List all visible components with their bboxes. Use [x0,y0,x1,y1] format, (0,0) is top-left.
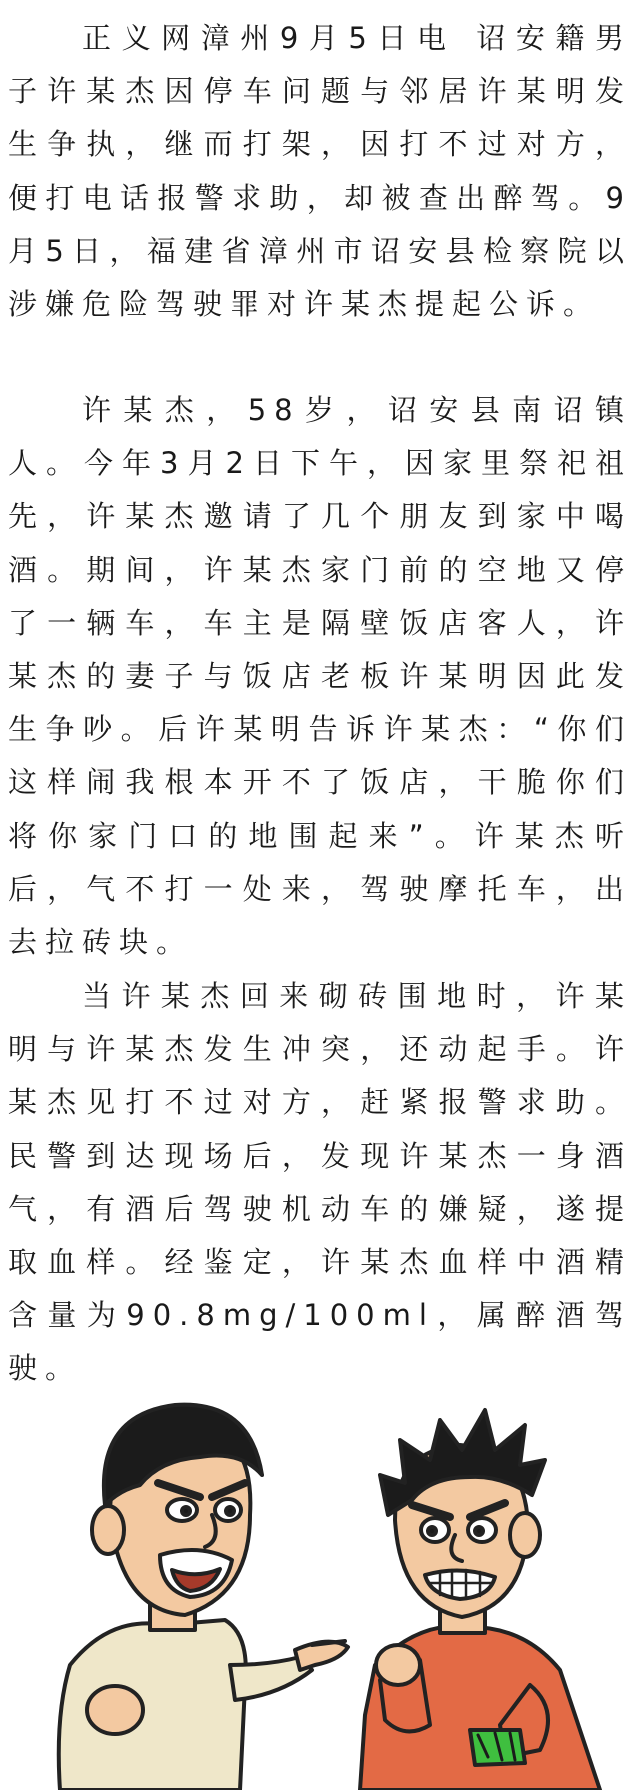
left-man-figure [59,1405,348,1790]
cartoon-argument-illustration [0,1365,640,1790]
article-paragraph-2: 许某杰，58岁，诏安县南诏镇人。今年3月2日下午，因家里祭祀祖先，许某杰邀请了几个朋友到家中喝酒。期间，许某杰家门前的空地又停了一辆车，车主是隔壁饭店客人，许某杰的妻子与饭店老板许某明因此发生争吵。后许某明告诉许某杰：“你们这样闹我根本开不了饭店，干脆你们将你家门口的地围起来”。许某杰听后，气不打一处来，驾驶摩托车，出去拉砖块。 [8,393,632,960]
article-paragraph-3: 当许某杰回来砌砖围地时，许某明与许某杰发生冲突，还动起手。许某杰见打不过对方，赶紧报警求助。民警到达现场后，发现许某杰一身酒气，有酒后驾驶机动车的嫌疑，遂提取血样。经鉴定，许某杰血样中酒精含量为90.8mg/100ml，属醉酒驾驶。 [8,979,632,1386]
right-man-figure [360,1410,600,1790]
article-paragraph-1: 正义网漳州9月5日电 诏安籍男子许某杰因停车问题与邻居许某明发生争执，继而打架，因打不过对方，便打电话报警求助，却被查出醉驾。9月5日，福建省漳州市诏安县检察院以涉嫌危险驾驶罪对许某杰提起公诉。 [8,21,632,322]
